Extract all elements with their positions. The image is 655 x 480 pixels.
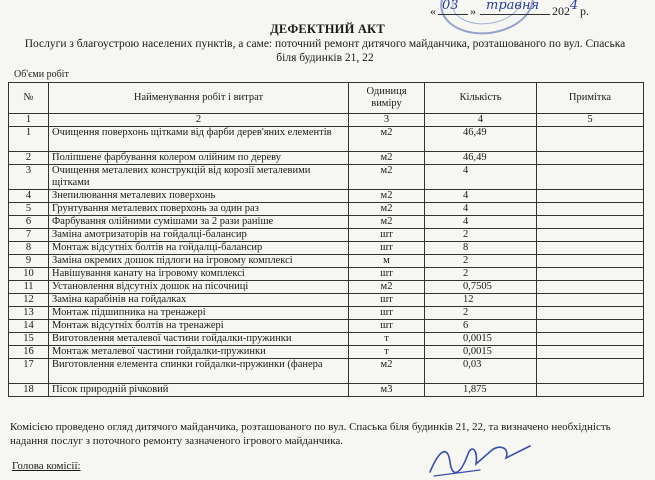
table-row: [9, 294, 644, 307]
row-unit: м2: [349, 127, 425, 152]
row-quantity: 6: [425, 320, 537, 333]
row-work-name: Заміна амотризаторів на гойдалці-балансир: [49, 229, 349, 242]
row-unit: м3: [349, 384, 425, 397]
table-row: [9, 320, 644, 333]
date-month-underline: [480, 14, 550, 15]
commission-note: Комісією проведено огляд дитячого майданчика, розташованого по вул. Спаська біля будинків 21, 22, та визначено необхідність надання послуг з поточного ремонту зазначеного ігрового майданчика.: [10, 421, 611, 447]
table-row: [9, 216, 644, 229]
row-unit: шт: [349, 229, 425, 242]
table-row: [9, 165, 644, 190]
date-year-tail: р.: [580, 4, 589, 18]
row-quantity: 46,49: [425, 127, 537, 152]
header-note: Примітка: [537, 83, 644, 114]
row-note: [537, 359, 644, 384]
row-number: 18: [9, 384, 49, 397]
row-unit: т: [349, 333, 425, 346]
row-quantity: 1,875: [425, 384, 537, 397]
table-row: [9, 203, 644, 216]
table-row: [9, 255, 644, 268]
row-note: [537, 216, 644, 229]
table-row: [9, 281, 644, 294]
row-number: 14: [9, 320, 49, 333]
row-work-name: Установлення відсутніх дошок на пісочниці: [49, 281, 349, 294]
row-number: 1: [9, 127, 49, 152]
table-row: [9, 268, 644, 281]
row-work-name: Монтаж металевої частини гойдалки-пружинки: [49, 346, 349, 359]
index-cell: 4: [425, 114, 537, 127]
row-number: 6: [9, 216, 49, 229]
row-quantity: 4: [425, 190, 537, 203]
table-row: [9, 359, 644, 384]
table-row: [9, 333, 644, 346]
table-header-row: [9, 83, 644, 114]
row-quantity: 2: [425, 307, 537, 320]
row-number: 13: [9, 307, 49, 320]
row-unit: м2: [349, 165, 425, 190]
row-number: 17: [9, 359, 49, 384]
row-quantity: 4: [425, 216, 537, 229]
date-year-prefix: 202: [552, 4, 570, 18]
row-note: [537, 294, 644, 307]
row-work-name: Монтаж відсутніх болтів на гойдалці-балансир: [49, 242, 349, 255]
row-quantity: 2: [425, 268, 537, 281]
row-work-name: Грунтування металевих поверхонь за один раз: [49, 203, 349, 216]
table-row: [9, 229, 644, 242]
row-note: [537, 346, 644, 359]
row-unit: м2: [349, 203, 425, 216]
row-note: [537, 281, 644, 294]
table-row: [9, 346, 644, 359]
row-quantity: 4: [425, 165, 537, 190]
row-note: [537, 307, 644, 320]
row-number: 7: [9, 229, 49, 242]
row-work-name: Монтаж підшипника на тренажері: [49, 307, 349, 320]
row-quantity: 8: [425, 242, 537, 255]
header-unit: Одиниця виміру: [349, 83, 425, 114]
index-cell: 2: [49, 114, 349, 127]
row-unit: м: [349, 255, 425, 268]
row-note: [537, 152, 644, 165]
header-name: Найменування робіт і витрат: [49, 83, 349, 114]
row-note: [537, 242, 644, 255]
date-quote-open: «: [430, 4, 436, 18]
row-note: [537, 384, 644, 397]
header-qty: Кількість: [425, 83, 537, 114]
row-unit: т: [349, 346, 425, 359]
row-number: 4: [9, 190, 49, 203]
row-number: 5: [9, 203, 49, 216]
date-quote-close: »: [470, 4, 476, 18]
table-row: [9, 190, 644, 203]
commission-head-label: Голова комісії:: [12, 460, 81, 472]
table-row: [9, 307, 644, 320]
row-number: 9: [9, 255, 49, 268]
row-work-name: Заміна окремих дошок підлоги на ігровому комплексі: [49, 255, 349, 268]
row-unit: м2: [349, 190, 425, 203]
row-note: [537, 165, 644, 190]
row-unit: шт: [349, 242, 425, 255]
row-number: 12: [9, 294, 49, 307]
row-number: 2: [9, 152, 49, 165]
row-unit: шт: [349, 294, 425, 307]
row-work-name: Фарбування олійними сумішами за 2 рази раніше: [49, 216, 349, 229]
document-subtitle: Послуги з благоустрою населених пунктів, а саме: поточний ремонт дитячого майданчика, розташованого по вул. Спаська біля будинків 21, 22: [24, 38, 626, 64]
row-note: [537, 268, 644, 281]
row-work-name: Очищення поверхонь щітками від фарби дерев'яних елементів: [49, 127, 349, 152]
row-note: [537, 229, 644, 242]
section-label: Об'єми робіт: [14, 69, 69, 80]
date-day: 03: [442, 0, 459, 13]
row-unit: шт: [349, 307, 425, 320]
row-note: [537, 333, 644, 346]
table-row: [9, 152, 644, 165]
index-cell: 3: [349, 114, 425, 127]
row-unit: м2: [349, 216, 425, 229]
row-unit: м2: [349, 281, 425, 294]
row-work-name: Монтаж відсутніх болтів на тренажері: [49, 320, 349, 333]
row-quantity: 0,03: [425, 359, 537, 384]
column-index-row: [9, 114, 644, 127]
row-work-name: Очищення металевих конструкцій від корозії металевими щітками: [49, 165, 349, 190]
row-work-name: Виготовлення елемента спинки гойдалки-пружинки (фанера: [49, 359, 349, 384]
row-number: 11: [9, 281, 49, 294]
document-date: [400, 0, 640, 20]
row-number: 15: [9, 333, 49, 346]
row-work-name: Навішування канату на ігровому комплексі: [49, 268, 349, 281]
row-unit: шт: [349, 320, 425, 333]
row-unit: шт: [349, 268, 425, 281]
date-year-suffix: 4: [570, 0, 579, 13]
date-month: травня: [486, 0, 540, 13]
row-note: [537, 190, 644, 203]
row-quantity: 0,0015: [425, 333, 537, 346]
row-work-name: Знепилювання металевих поверхонь: [49, 190, 349, 203]
row-quantity: 4: [425, 203, 537, 216]
table-row: [9, 127, 644, 152]
row-work-name: Виготовлення металевої частини гойдалки-пружинки: [49, 333, 349, 346]
row-unit: м2: [349, 359, 425, 384]
index-cell: 1: [9, 114, 49, 127]
row-quantity: 2: [425, 229, 537, 242]
row-number: 16: [9, 346, 49, 359]
works-table: [8, 82, 644, 397]
row-work-name: Пісок природній річковий: [49, 384, 349, 397]
signature-icon: [420, 440, 540, 480]
header-no: №: [9, 83, 49, 114]
row-quantity: 12: [425, 294, 537, 307]
row-quantity: 0,0015: [425, 346, 537, 359]
row-note: [537, 320, 644, 333]
table-row: [9, 384, 644, 397]
row-note: [537, 127, 644, 152]
row-quantity: 2: [425, 255, 537, 268]
document-title: ДЕФЕКТНИЙ АКТ: [270, 22, 385, 36]
row-number: 8: [9, 242, 49, 255]
row-note: [537, 203, 644, 216]
row-work-name: Заміна карабінів на гойдалках: [49, 294, 349, 307]
row-quantity: 46,49: [425, 152, 537, 165]
row-note: [537, 255, 644, 268]
row-quantity: 0,7505: [425, 281, 537, 294]
date-day-underline: [438, 14, 468, 15]
table-row: [9, 242, 644, 255]
row-work-name: Поліпшене фарбування колером олійним по дереву: [49, 152, 349, 165]
row-number: 10: [9, 268, 49, 281]
index-cell: 5: [537, 114, 644, 127]
row-number: 3: [9, 165, 49, 190]
row-unit: м2: [349, 152, 425, 165]
